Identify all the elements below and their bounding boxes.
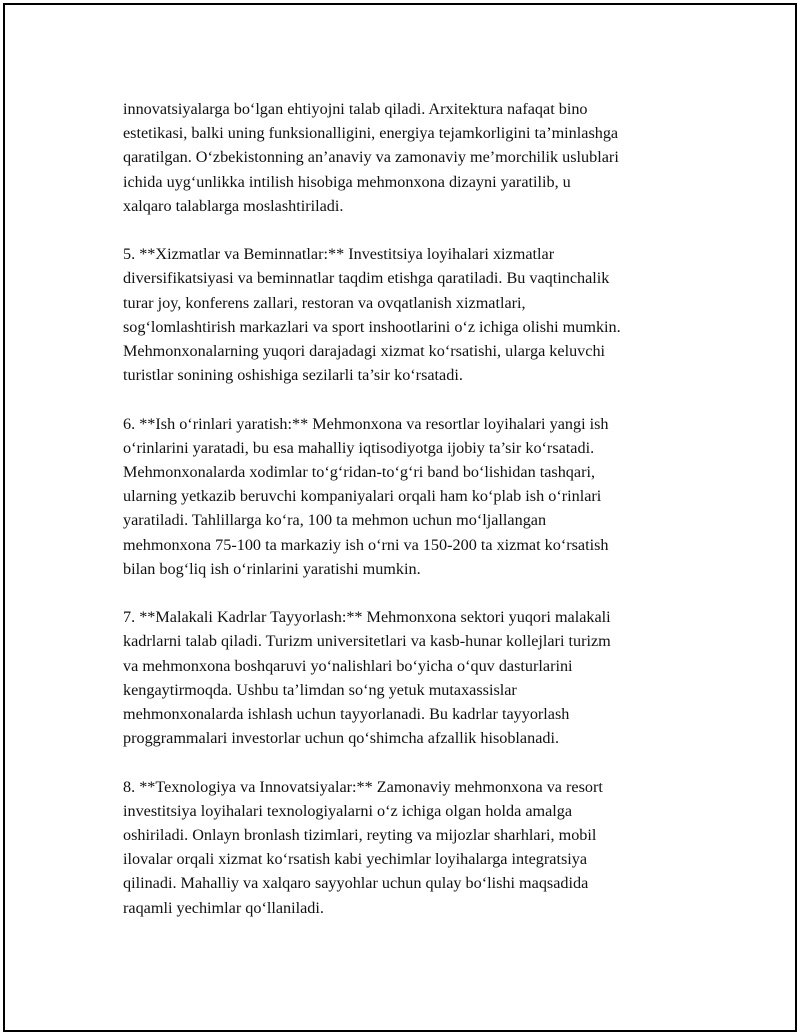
text-line: va mehmonxona boshqaruvi yo‘nalishlari bo‘yicha o‘quv dasturlarini <box>123 656 573 675</box>
page-frame <box>3 3 797 1032</box>
text-line: 5. **Xizmatlar va Beminnatlar:** Investitsiya loyihalari xizmatlar <box>123 245 555 264</box>
text-line: mehmonxonalarda ishlash uchun tayyorlanadi. Bu kadrlar tayyorlash <box>123 705 570 724</box>
paragraph-jobs <box>123 412 723 581</box>
text-line: 6. **Ish o‘rinlari yaratish:** Mehmonxona va resortlar loyihalari yangi ish <box>123 414 609 433</box>
text-line: o‘rinlarini yaratadi, bu esa mahalliy iqtisodiyotga ijobiy ta’sir ko‘rsatadi. <box>123 438 595 457</box>
text-line: ilovalar orqali xizmat ko‘rsatish kabi yechimlar loyihalarga integratsiya <box>123 850 588 869</box>
text-line: xalqaro talablarga moslashtiriladi. <box>123 196 344 215</box>
text-line: Mehmonxonalarning yuqori darajadagi xizmat ko‘rsatishi, ularga keluvchi <box>123 342 606 361</box>
document-body <box>123 97 723 944</box>
text-line: yaratiladi. Tahlillarga ko‘ra, 100 ta mehmon uchun mo‘ljallangan <box>123 511 547 530</box>
text-line: qaratilgan. O‘zbekistonning an’anaviy va zamonaviy me’morchilik uslublari <box>123 148 619 167</box>
text-line: mehmonxona 75-100 ta markaziy ish o‘rni va 150-200 ta xizmat ko‘rsatish <box>123 535 609 554</box>
text-line: ichida uyg‘unlikka intilish hisobiga mehmonxona dizayni yaratilib, u <box>123 172 571 191</box>
text-line: 8. **Texnologiya va Innovatsiyalar:** Zamonaviy mehmonxona va resort <box>123 777 603 796</box>
paragraph-technology <box>123 775 723 920</box>
text-line: bilan bog‘liq ish o‘rinlarini yaratishi mumkin. <box>123 559 421 578</box>
paragraph-architecture <box>123 97 723 218</box>
text-line: turar joy, konferens zallari, restoran va ovqatlanish xizmatlari, <box>123 293 526 312</box>
text-line: kadrlarni talab qiladi. Turizm universitetlari va kasb-hunar kollejlari turizm <box>123 632 611 651</box>
text-line: kengaytirmoqda. Ushbu ta’limdan so‘ng yetuk mutaxassislar <box>123 680 517 699</box>
text-line: Mehmonxonalarda xodimlar to‘g‘ridan-to‘g‘ri band bo‘lishidan tashqari, <box>123 463 596 482</box>
paragraph-services <box>123 242 723 387</box>
text-line: turistlar sonining oshishiga sezilarli ta’sir ko‘rsatadi. <box>123 366 463 385</box>
paragraph-staff-training <box>123 605 723 750</box>
text-line: raqamli yechimlar qo‘llaniladi. <box>123 898 324 917</box>
text-line: sog‘lomlashtirish markazlari va sport inshootlarini o‘z ichiga olishi mumkin. <box>123 317 621 336</box>
text-line: oshiriladi. Onlayn bronlash tizimlari, reyting va mijozlar sharhlari, mobil <box>123 826 597 845</box>
text-line: innovatsiyalarga bo‘lgan ehtiyojni talab qiladi. Arxitektura nafaqat bino <box>123 100 588 118</box>
text-line: ularning yetkazib beruvchi kompaniyalari orqali ham ko‘plab ish o‘rinlari <box>123 487 602 506</box>
text-line: estetikasi, balki uning funksionalligini, energiya tejamkorligini ta’minlashga <box>123 124 619 143</box>
text-line: proggrammalari investorlar uchun qo‘shimcha afzallik hisoblanadi. <box>123 729 560 748</box>
text-line: qilinadi. Mahalliy va xalqaro sayyohlar uchun qulay bo‘lishi maqsadida <box>123 874 589 893</box>
text-line: 7. **Malakali Kadrlar Tayyorlash:** Mehmonxona sektori yuqori malakali <box>123 608 611 627</box>
text-line: investitsiya loyihalari texnologiyalarni o‘z ichiga olgan holda amalga <box>123 801 573 820</box>
text-line: diversifikatsiyasi va beminnatlar taqdim etishga qaratiladi. Bu vaqtinchalik <box>123 269 610 288</box>
